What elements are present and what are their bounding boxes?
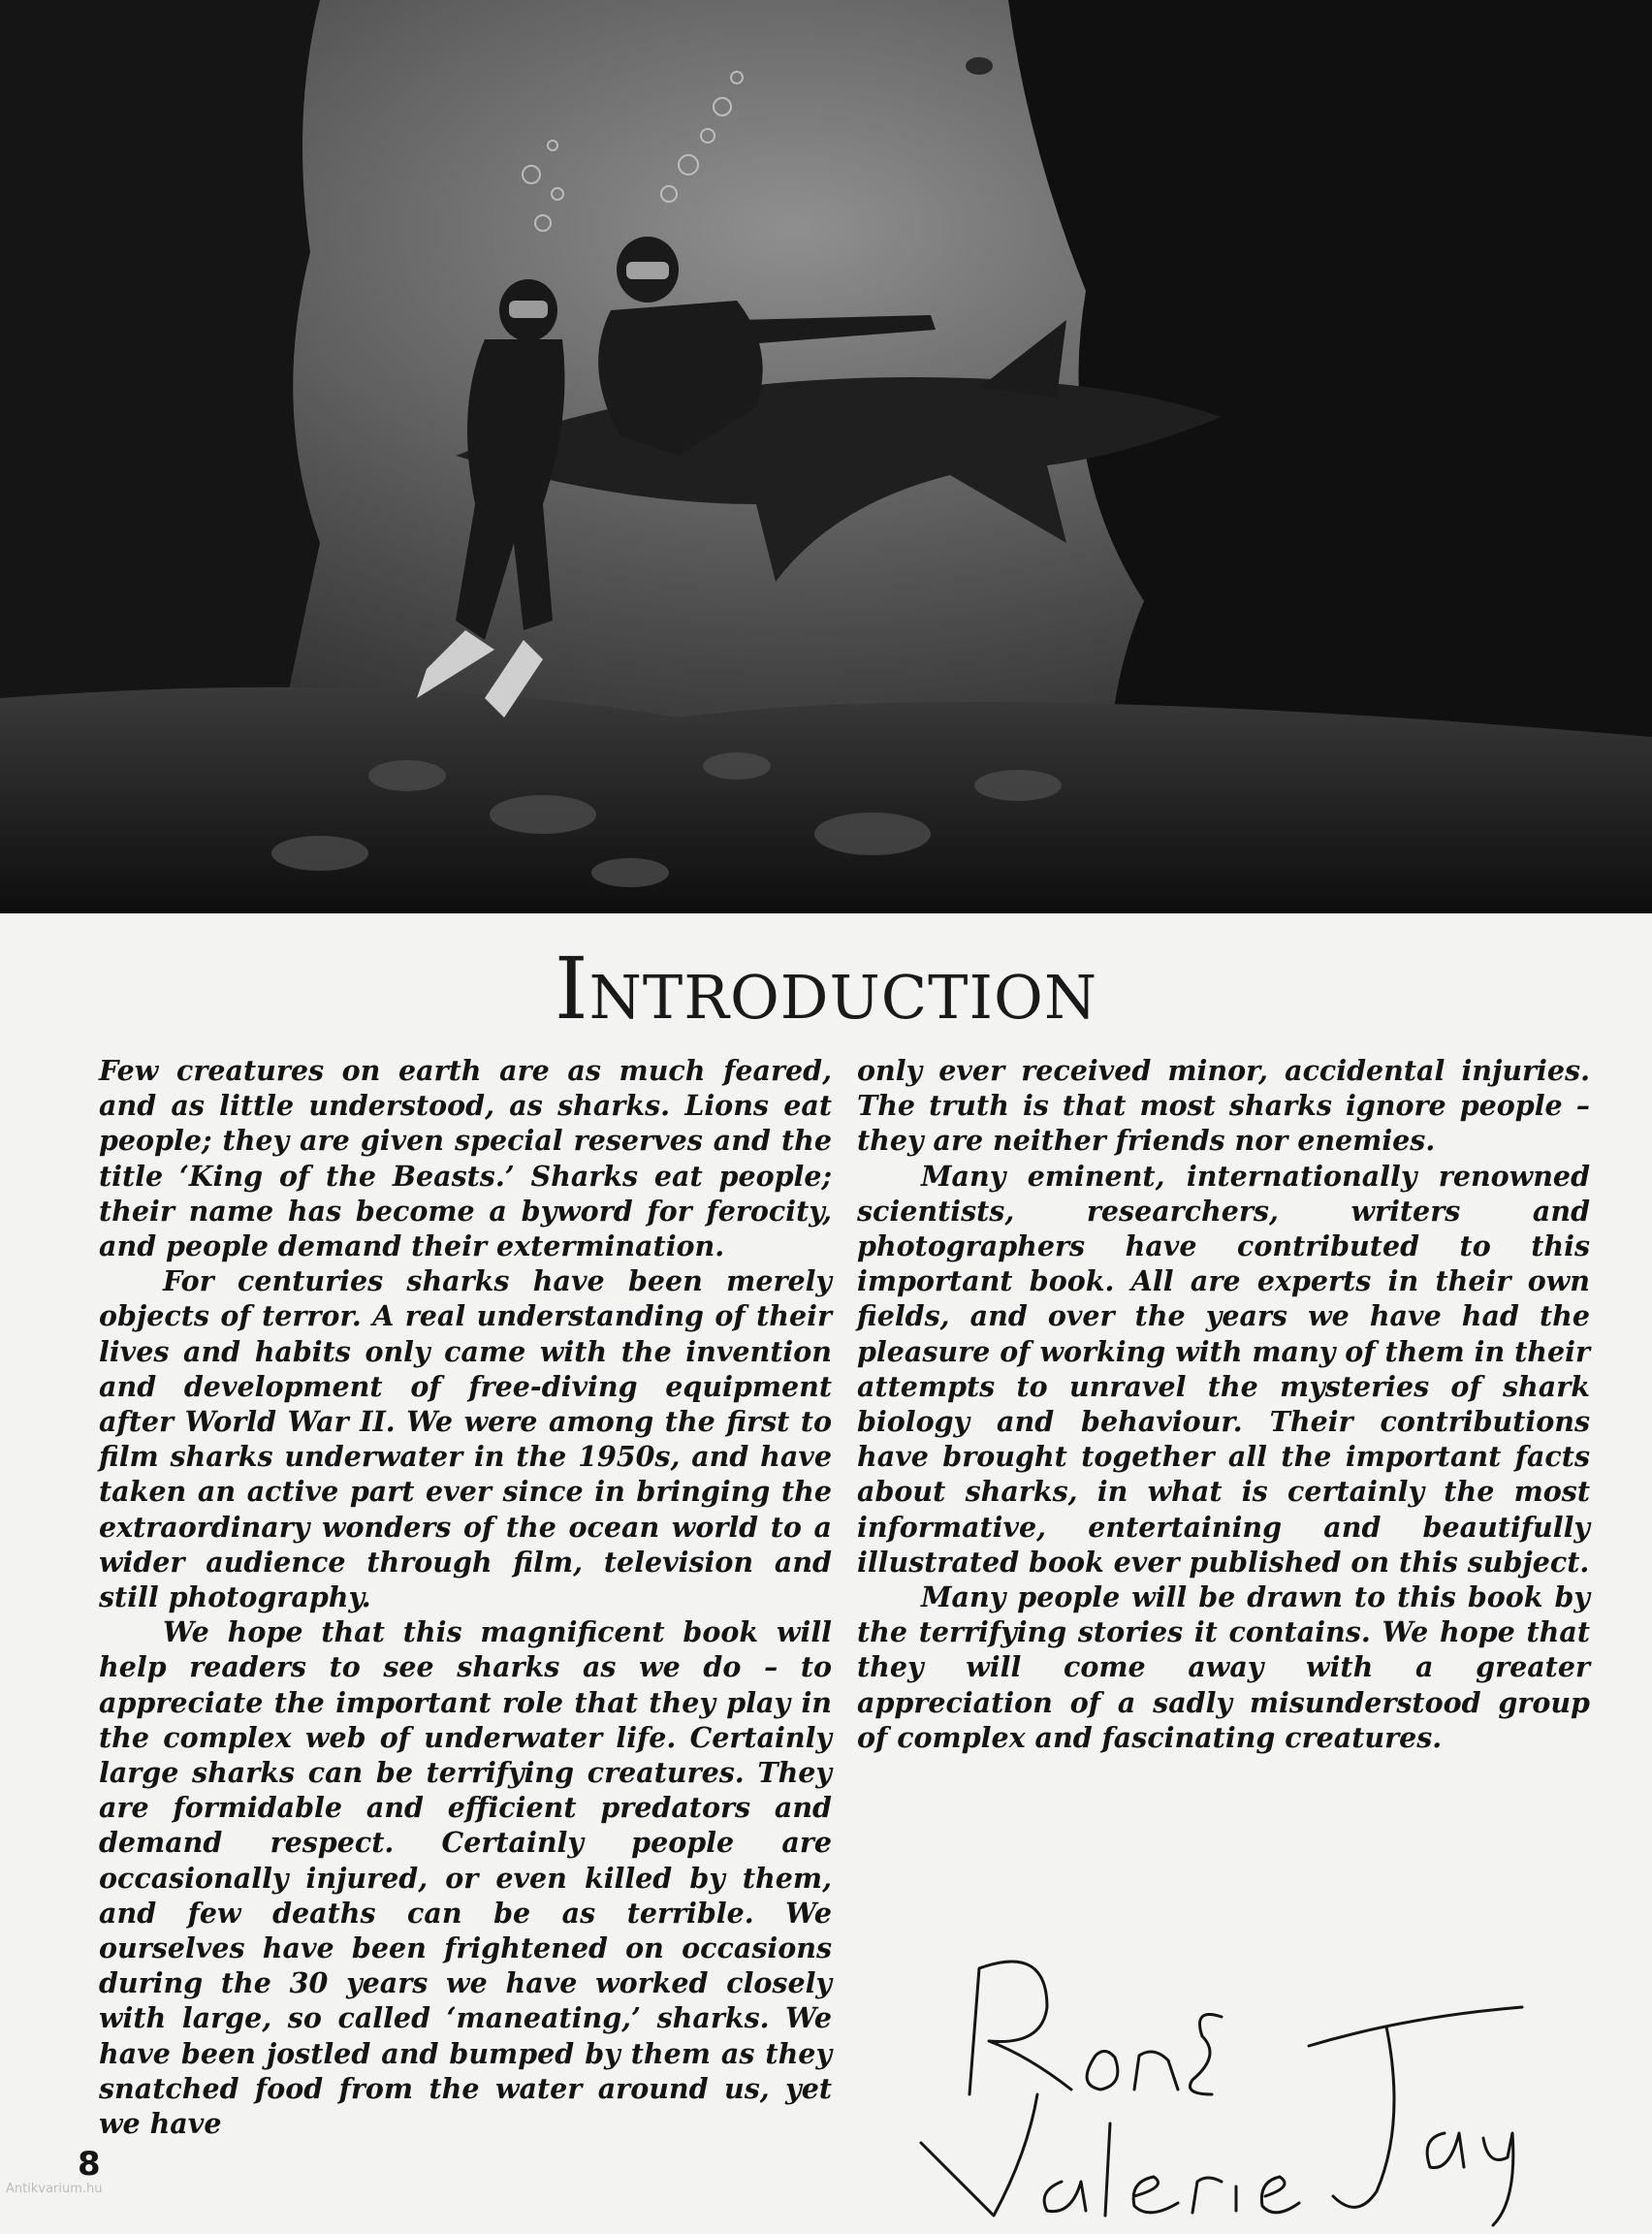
page-title: Introduction bbox=[554, 939, 1098, 1038]
left-paragraph-1: Few creatures on earth are as much feared, and as little understood, as sharks. Lions eat people; they are given special reserves and the title ‘King of the Beasts.’ Sharks eat people; their name has become a byword for ferocity, and people demand their extermination. bbox=[99, 1054, 832, 1263]
right-paragraph-2: Many eminent, internationally renowned scientists, researchers, writers and photographers have contributed to this important book. All are experts in their own fields, and over the years we have had the pleasure of working with many of them in their attempts to unravel the mysteries of shark biology and behaviour. Their contributions have brought together all the important facts about sharks, in what is certainly the most informative, entertaining and beautifully illustrated book ever published on this subject. bbox=[857, 1159, 1590, 1579]
left-column bbox=[99, 1053, 832, 2141]
left-paragraph-3: We hope that this magnificent book will help readers to see sharks as we do – to appreciate the important role that they play in the complex web of underwater life. Certainly large sharks can be terrifying creatures. They are formidable and efficient predators and demand respect. Certainly people are occasionally injured, or even killed by them, and few deaths can be as terrible. We ourselves have been frightened on occasions during the 30 years we have worked closely with large, so called ‘maneating,’ sharks. We have been jostled and bumped by them as they snatched food from the water around us, yet we have bbox=[99, 1615, 832, 2141]
right-column bbox=[857, 1053, 1590, 1755]
watermark-text: Antikvarium.hu bbox=[6, 2182, 103, 2196]
right-paragraph-1: only ever received minor, accidental injuries. The truth is that most sharks ignore people – they are neither friends nor enemies. bbox=[857, 1054, 1590, 1158]
underwater-divers-shark-photo bbox=[0, 0, 1652, 913]
handwritten-signature bbox=[902, 1949, 1541, 2230]
page-number: 8 bbox=[78, 2145, 101, 2184]
signature-drawing bbox=[902, 1949, 1541, 2230]
left-paragraph-2: For centuries sharks have been merely objects of terror. A real understanding of their lives and habits only came with the invention and development of free-diving equipment after World War II. We were among the first to film sharks underwater in the 1950s, and have taken an active part ever since in bringing the extraordinary wonders of the ocean world to a wider audience through film, television and still photography. bbox=[99, 1264, 832, 1614]
right-paragraph-3: Many people will be drawn to this book by the terrifying stories it contains. We hope that they will come away with a greater appreciation of a sadly misunderstood group of complex and fascinating creatures. bbox=[857, 1580, 1590, 1754]
photo-illustration bbox=[0, 0, 1652, 913]
